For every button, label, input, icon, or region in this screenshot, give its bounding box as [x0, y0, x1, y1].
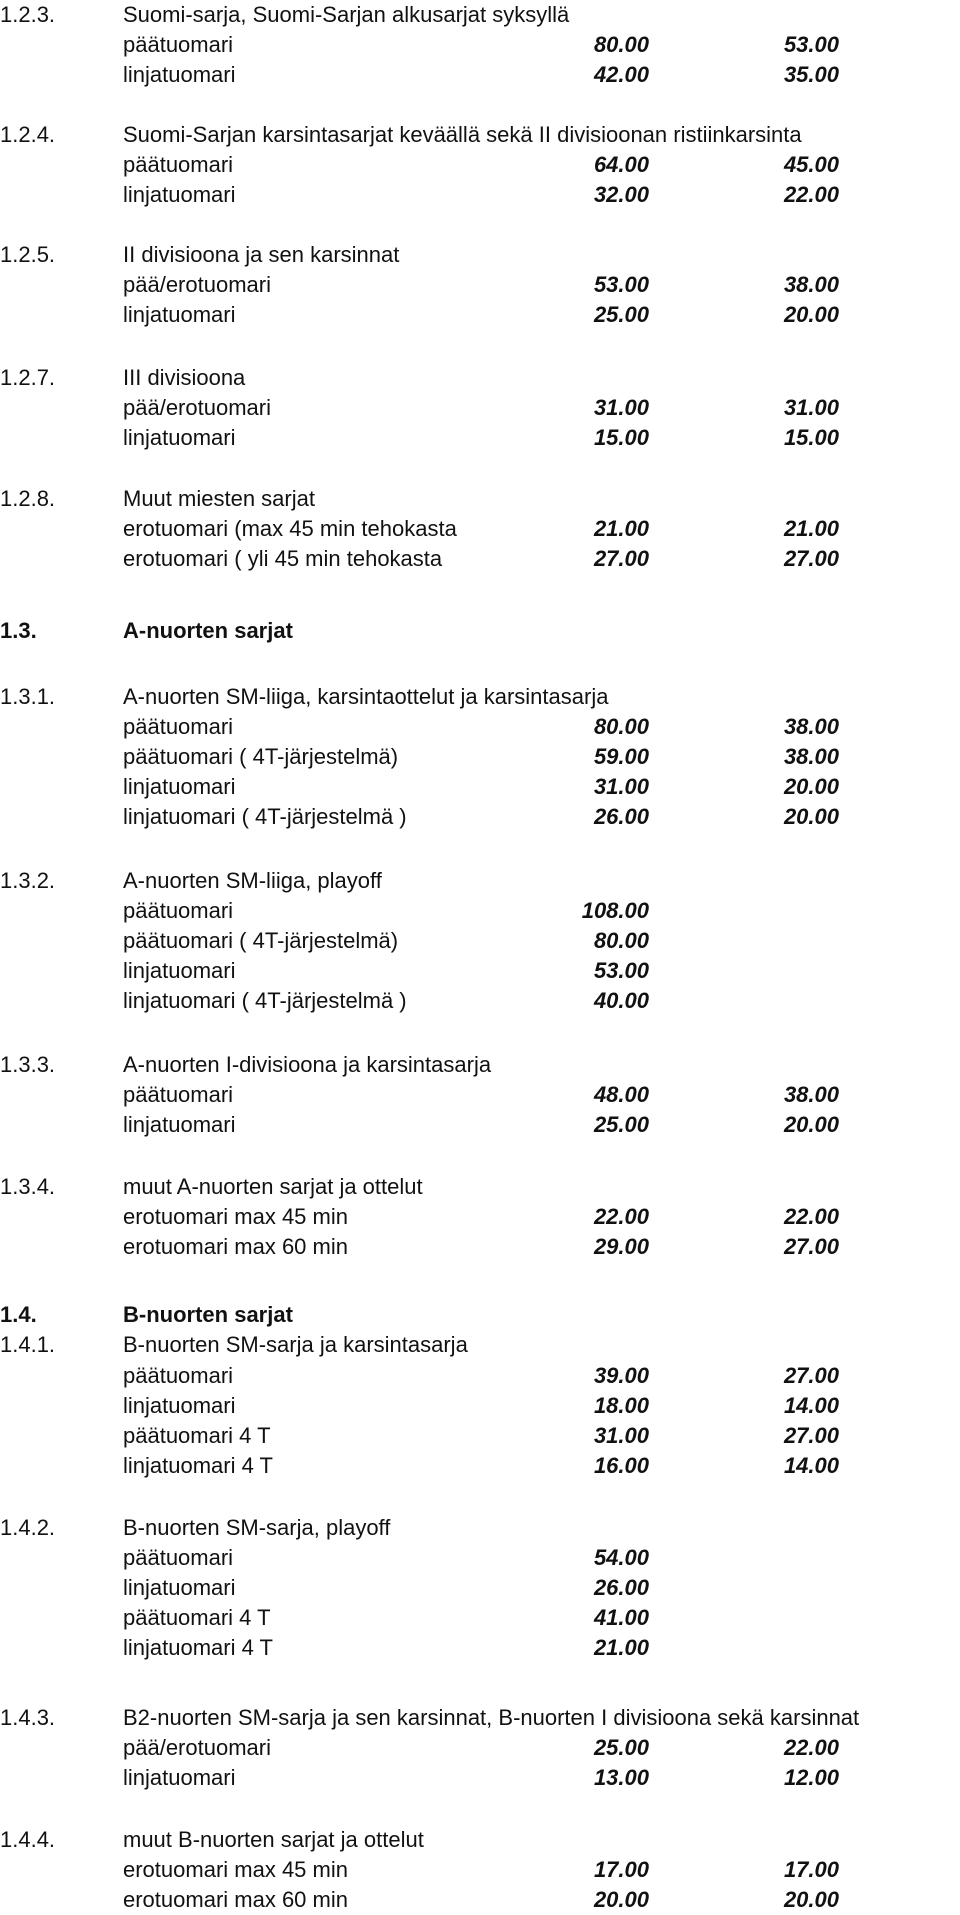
referee-role-label: päätuomari	[123, 898, 234, 923]
referee-role-label: päätuomari	[123, 32, 234, 57]
section-title: Muut miesten sarjat	[123, 486, 315, 511]
section-number: 1.2.5.	[0, 242, 56, 267]
fee-value-1: 42.00	[593, 62, 649, 87]
fee-value-1: 108.00	[581, 898, 649, 923]
fee-value-1: 26.00	[593, 804, 649, 829]
fee-value-1: 13.00	[593, 1765, 649, 1790]
fee-value-2: 20.00	[783, 1112, 839, 1137]
referee-role-label: linjatuomari	[123, 62, 236, 87]
chapter-number: 1.3.	[0, 618, 37, 643]
section-number: 1.2.8.	[0, 486, 56, 511]
section-title: A-nuorten SM-liiga, karsintaottelut ja karsintasarja	[123, 684, 609, 709]
fee-value-1: 26.00	[593, 1575, 649, 1600]
section-number: 1.2.4.	[0, 122, 56, 147]
referee-role-label: linjatuomari	[123, 1393, 236, 1418]
section-title: A-nuorten SM-liiga, playoff	[123, 868, 382, 893]
referee-role-label: päätuomari	[123, 1363, 234, 1388]
section-number: 1.4.4.	[0, 1827, 56, 1852]
fee-value-2: 31.00	[783, 395, 839, 420]
fee-value-1: 39.00	[593, 1363, 649, 1388]
section-number: 1.3.3.	[0, 1052, 56, 1077]
chapter-title: B-nuorten sarjat	[123, 1302, 293, 1327]
referee-role-label: päätuomari	[123, 1082, 234, 1107]
referee-role-label: linjatuomari	[123, 302, 236, 327]
fee-value-1: 17.00	[593, 1857, 649, 1882]
referee-role-label: linjatuomari	[123, 425, 236, 450]
fee-value-1: 41.00	[593, 1605, 649, 1630]
fee-value-2: 38.00	[783, 744, 839, 769]
referee-role-label: päätuomari 4 T	[123, 1423, 271, 1448]
fee-value-1: 22.00	[593, 1204, 649, 1229]
fee-value-1: 32.00	[593, 182, 649, 207]
referee-role-label: pää/erotuomari	[123, 395, 271, 420]
referee-role-label: päätuomari	[123, 1545, 234, 1570]
chapter-number: 1.4.	[0, 1302, 37, 1327]
fee-value-2: 14.00	[783, 1453, 839, 1478]
referee-role-label: päätuomari	[123, 714, 234, 739]
referee-role-label: erotuomari max 45 min	[123, 1204, 348, 1229]
fee-value-2: 38.00	[783, 272, 839, 297]
fee-value-1: 21.00	[593, 1635, 649, 1660]
fee-value-2: 22.00	[783, 1735, 839, 1760]
fee-value-2: 38.00	[783, 1082, 839, 1107]
section-number: 1.4.3.	[0, 1705, 56, 1730]
fee-value-1: 20.00	[593, 1887, 649, 1912]
fee-value-2: 20.00	[783, 774, 839, 799]
fee-value-1: 31.00	[593, 1423, 649, 1448]
referee-role-label: erotuomari ( yli 45 min tehokasta	[123, 546, 443, 571]
fee-value-2: 17.00	[783, 1857, 839, 1882]
section-title: A-nuorten I-divisioona ja karsintasarja	[123, 1052, 492, 1077]
referee-role-label: päätuomari 4 T	[123, 1605, 271, 1630]
section-title: Suomi-Sarjan karsintasarjat keväällä sekä II divisioonan ristiinkarsinta	[123, 122, 802, 147]
section-title: III divisioona	[123, 365, 246, 390]
fee-value-1: 53.00	[593, 958, 649, 983]
fee-value-1: 29.00	[593, 1234, 649, 1259]
chapter-title: A-nuorten sarjat	[123, 618, 293, 643]
fee-value-2: 22.00	[783, 1204, 839, 1229]
fee-value-1: 25.00	[593, 1735, 649, 1760]
section-number: 1.2.3.	[0, 2, 56, 27]
section-title: II divisioona ja sen karsinnat	[123, 242, 400, 267]
fee-value-2: 35.00	[783, 62, 839, 87]
fee-value-2: 53.00	[783, 32, 839, 57]
fee-value-1: 25.00	[593, 1112, 649, 1137]
referee-role-label: erotuomari max 60 min	[123, 1887, 348, 1912]
referee-role-label: päätuomari ( 4T-järjestelmä)	[123, 744, 399, 769]
section-number: 1.3.1.	[0, 684, 56, 709]
fee-value-2: 15.00	[783, 425, 839, 450]
referee-role-label: linjatuomari	[123, 774, 236, 799]
referee-role-label: linjatuomari 4 T	[123, 1635, 273, 1660]
referee-role-label: linjatuomari ( 4T-järjestelmä )	[123, 988, 407, 1013]
fee-value-1: 48.00	[593, 1082, 649, 1107]
section-number: 1.4.1.	[0, 1332, 56, 1357]
referee-role-label: päätuomari	[123, 152, 234, 177]
fee-value-1: 59.00	[593, 744, 649, 769]
fee-value-1: 21.00	[593, 516, 649, 541]
fee-value-2: 27.00	[783, 546, 839, 571]
fee-value-1: 80.00	[593, 32, 649, 57]
section-number: 1.3.4.	[0, 1174, 56, 1199]
fee-value-2: 22.00	[783, 182, 839, 207]
fee-value-2: 20.00	[783, 1887, 839, 1912]
referee-role-label: linjatuomari ( 4T-järjestelmä )	[123, 804, 407, 829]
fee-value-2: 20.00	[783, 302, 839, 327]
referee-role-label: erotuomari (max 45 min tehokasta	[123, 516, 457, 541]
fee-value-2: 14.00	[783, 1393, 839, 1418]
fee-value-1: 64.00	[593, 152, 649, 177]
fee-value-2: 27.00	[783, 1234, 839, 1259]
fee-value-1: 18.00	[593, 1393, 649, 1418]
section-number: 1.4.2.	[0, 1515, 56, 1540]
referee-role-label: erotuomari max 60 min	[123, 1234, 348, 1259]
fee-value-1: 27.00	[593, 546, 649, 571]
fee-value-2: 12.00	[783, 1765, 839, 1790]
fee-value-1: 54.00	[593, 1545, 649, 1570]
fee-value-1: 80.00	[593, 928, 649, 953]
fee-value-1: 31.00	[593, 395, 649, 420]
referee-role-label: linjatuomari 4 T	[123, 1453, 273, 1478]
referee-role-label: linjatuomari	[123, 1575, 236, 1600]
section-title: B2-nuorten SM-sarja ja sen karsinnat, B-nuorten I divisioona sekä karsinnat	[123, 1705, 860, 1730]
referee-role-label: linjatuomari	[123, 182, 236, 207]
section-title: muut A-nuorten sarjat ja ottelut	[123, 1174, 423, 1199]
section-title: muut B-nuorten sarjat ja ottelut	[123, 1827, 424, 1852]
section-title: B-nuorten SM-sarja ja karsintasarja	[123, 1332, 468, 1357]
fee-value-1: 31.00	[593, 774, 649, 799]
fee-value-2: 21.00	[783, 516, 839, 541]
referee-role-label: linjatuomari	[123, 1765, 236, 1790]
fee-value-2: 27.00	[783, 1423, 839, 1448]
referee-role-label: linjatuomari	[123, 958, 236, 983]
fee-value-2: 27.00	[783, 1363, 839, 1388]
referee-role-label: päätuomari ( 4T-järjestelmä)	[123, 928, 399, 953]
referee-role-label: linjatuomari	[123, 1112, 236, 1137]
referee-role-label: erotuomari max 45 min	[123, 1857, 348, 1882]
fee-value-1: 80.00	[593, 714, 649, 739]
referee-role-label: pää/erotuomari	[123, 272, 271, 297]
fee-value-2: 38.00	[783, 714, 839, 739]
section-number: 1.2.7.	[0, 365, 56, 390]
fee-value-1: 53.00	[593, 272, 649, 297]
section-number: 1.3.2.	[0, 868, 56, 893]
section-title: Suomi-sarja, Suomi-Sarjan alkusarjat syksyllä	[123, 2, 570, 27]
section-title: B-nuorten SM-sarja, playoff	[123, 1515, 391, 1540]
referee-role-label: pää/erotuomari	[123, 1735, 271, 1760]
fee-value-1: 25.00	[593, 302, 649, 327]
fee-value-1: 15.00	[593, 425, 649, 450]
fee-value-1: 40.00	[593, 988, 649, 1013]
fee-value-2: 20.00	[783, 804, 839, 829]
fee-value-1: 16.00	[593, 1453, 649, 1478]
fee-value-2: 45.00	[783, 152, 839, 177]
